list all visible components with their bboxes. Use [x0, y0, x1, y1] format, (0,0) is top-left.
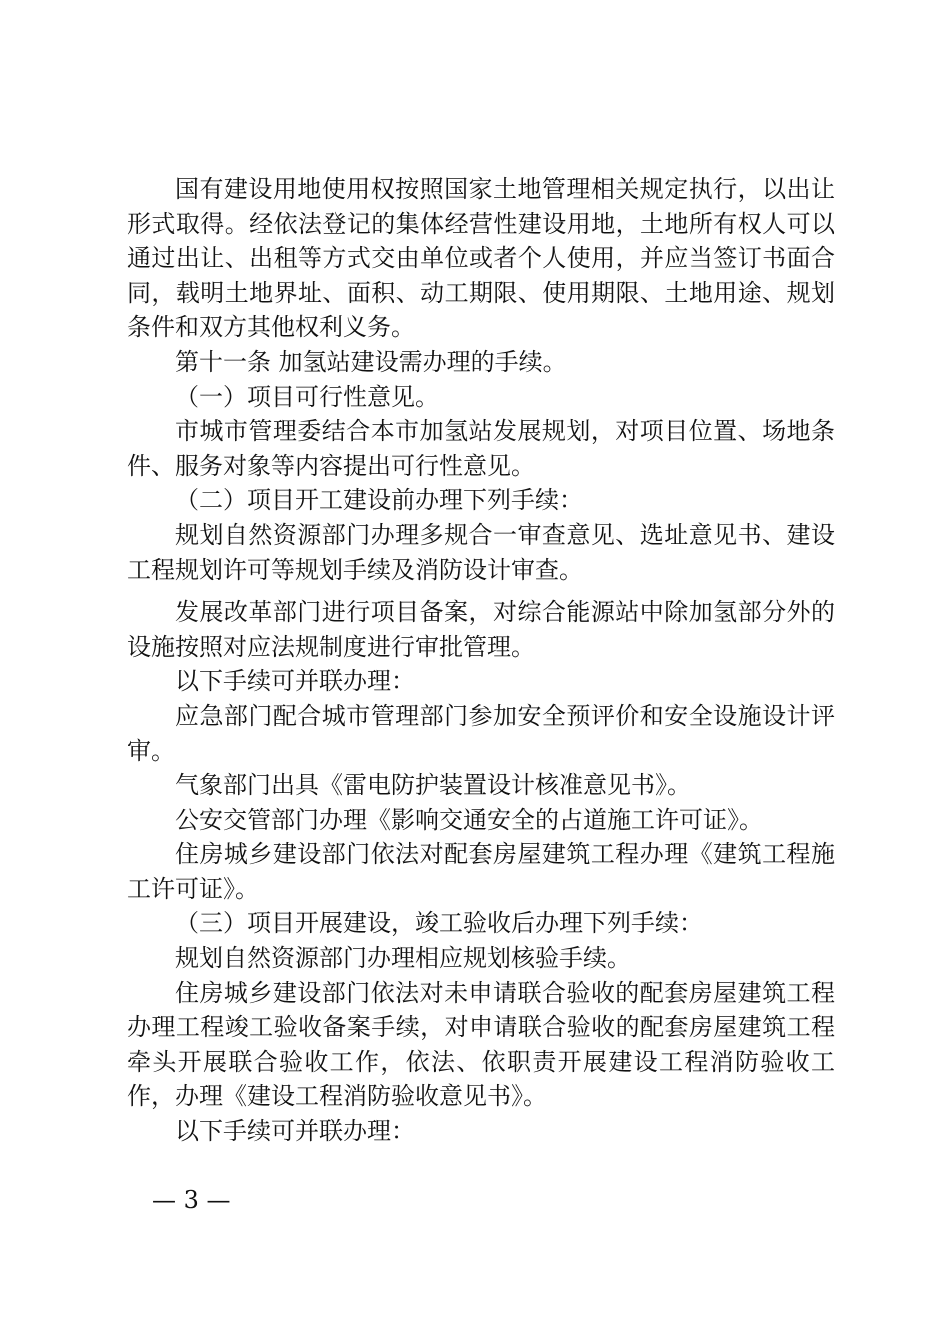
paragraph-lightning-protection: 气象部门出具《雷电防护装置设计核准意见书》。 [175, 771, 691, 800]
section-two-heading: （二）项目开工建设前办理下列手续： [175, 486, 583, 515]
paragraph-completion-acceptance: 住房城乡建设部门依法对未申请联合验收的配套房屋建筑工程办理工程竣工验收备案手续，对申请联合验收的配套房屋建筑工程牵头开展联合验收工作，依法、依职责开展建设工程消防验收工作，办理《建设工程消防验收意见书》。 [127, 978, 835, 1111]
article-eleven-heading: 第十一条 加氢站建设需办理的手续。 [175, 347, 567, 376]
paragraph-construction-permit: 住房城乡建设部门依法对配套房屋建筑工程办理《建筑工程施工许可证》。 [127, 840, 835, 903]
paragraph-land-use-rights: 国有建设用地使用权按照国家土地管理相关规定执行，以出让形式取得。经依法登记的集体经营性建设用地，土地所有权人可以通过出让、出租等方式交由单位或者个人使用，并应当签订书面合同，载明土地界址、面积、动工期限、使用期限、土地用途、规划条件和双方其他权利义务。 [127, 175, 835, 342]
document-body [127, 172, 835, 1149]
paragraph-emergency-review: 应急部门配合城市管理部门参加安全预评价和安全设施设计评审。 [127, 701, 835, 765]
paragraph-feasibility-opinion: 市城市管理委结合本市加氢站发展规划，对项目位置、场地条件、服务对象等内容提出可行性意见。 [127, 417, 835, 480]
paragraph-traffic-permit: 公安交管部门办理《影响交通安全的占道施工许可证》。 [175, 805, 763, 834]
paragraph-planning-approval: 规划自然资源部门办理多规合一审查意见、选址意见书、建设工程规划许可等规划手续及消防设计审查。 [127, 520, 835, 584]
section-three-heading: （三）项目开展建设，竣工验收后办理下列手续： [175, 909, 703, 938]
section-one-heading: （一）项目可行性意见。 [175, 382, 439, 411]
paragraph-planning-verification: 规划自然资源部门办理相应规划核验手续。 [175, 944, 631, 973]
parallel-procedures-heading-two: 以下手续可并联办理： [175, 1117, 415, 1146]
paragraph-project-filing: 发展改革部门进行项目备案，对综合能源站中除加氢部分外的设施按照对应法规制度进行审批管理。 [127, 598, 835, 661]
page-number: — 3 — [152, 1186, 231, 1214]
parallel-procedures-heading-one: 以下手续可并联办理： [175, 667, 415, 696]
